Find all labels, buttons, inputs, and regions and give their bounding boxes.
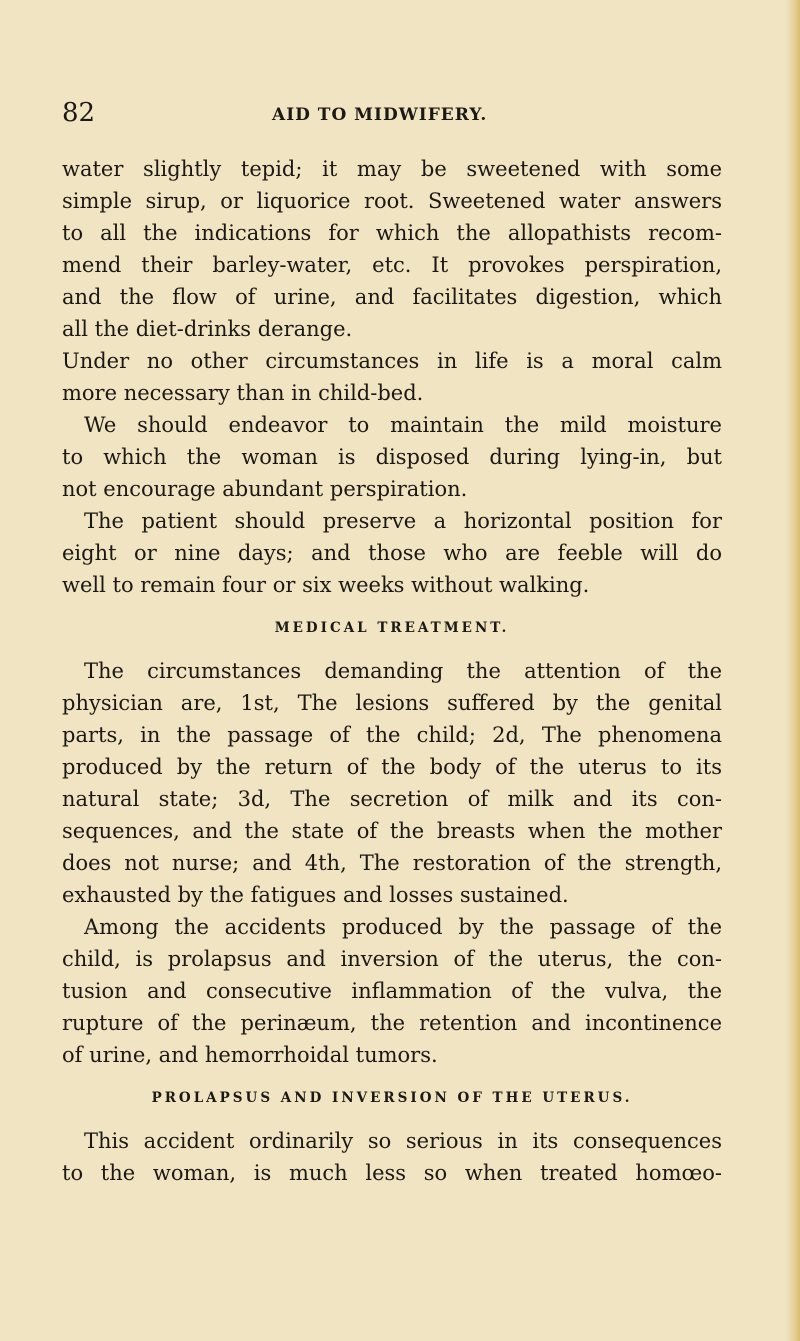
- text-line: child, is prolapsus and inversion of the uterus, the con-: [62, 947, 722, 971]
- text-line: well to remain four or six weeks without walking.: [62, 573, 590, 597]
- paragraph: [62, 409, 722, 505]
- text-line: The circumstances demanding the attention of the: [84, 659, 722, 683]
- section-heading-medical-treatment: MEDICAL TREATMENT.: [274, 620, 510, 636]
- text-line: of urine, and hemorrhoidal tumors.: [62, 1043, 438, 1067]
- page-header: [62, 93, 722, 133]
- section-heading-prolapsus: PROLAPSUS AND INVERSION OF THE UTERUS.: [151, 1090, 633, 1106]
- paragraph: [62, 911, 722, 1071]
- text-line: Under no other circumstances in life is a moral calm: [62, 349, 722, 373]
- text-line: sequences, and the state of the breasts when the mother: [62, 819, 722, 843]
- page-edge: [786, 0, 800, 1341]
- paragraph: [62, 655, 722, 911]
- text-line: and the flow of urine, and facilitates digestion, which: [62, 285, 722, 309]
- text-line: not encourage abundant perspiration.: [62, 477, 468, 501]
- text-line: water slightly tepid; it may be sweetened with some: [62, 157, 722, 181]
- text-line: physician are, 1st, The lesions suffered by the genital: [62, 691, 722, 715]
- text-line: rupture of the perinæum, the retention and incontinence: [62, 1011, 722, 1035]
- body-text: [62, 153, 722, 1189]
- text-line: to which the woman is disposed during lying-in, but: [62, 445, 722, 469]
- text-line: The patient should preserve a horizontal position for: [84, 509, 722, 533]
- paragraph: [62, 1125, 722, 1189]
- text-line: parts, in the passage of the child; 2d, The phenomena: [62, 723, 722, 747]
- text-line: produced by the return of the body of the uterus to its: [62, 755, 722, 779]
- text-line: simple sirup, or liquorice root. Sweetened water answers: [62, 189, 722, 213]
- text-line: We should endeavor to maintain the mild moisture: [84, 413, 722, 437]
- text-line: tusion and consecutive inflammation of the vulva, the: [62, 979, 722, 1003]
- text-line: to the woman, is much less so when treated homœo-: [62, 1161, 722, 1185]
- text-line: to all the indications for which the allopathists recom-: [62, 221, 722, 245]
- paragraph: [62, 153, 722, 345]
- text-line: eight or nine days; and those who are feeble will do: [62, 541, 722, 565]
- text-line: all the diet-drinks derange.: [62, 317, 353, 341]
- paragraph: [62, 345, 722, 409]
- text-line: more necessary than in child-bed.: [62, 381, 424, 405]
- text-line: does not nurse; and 4th, The restoration of the strength,: [62, 851, 722, 875]
- running-head: AID TO MIDWIFERY.: [272, 105, 488, 125]
- text-line: exhausted by the fatigues and losses sustained.: [62, 883, 569, 907]
- page-number: 82: [62, 98, 96, 128]
- text-line: mend their barley-water, etc. It provokes perspiration,: [62, 253, 722, 277]
- text-line: This accident ordinarily so serious in its consequences: [84, 1129, 722, 1153]
- text-line: Among the accidents produced by the passage of the: [84, 915, 722, 939]
- paragraph: [62, 505, 722, 601]
- text-line: natural state; 3d, The secretion of milk and its con-: [62, 787, 722, 811]
